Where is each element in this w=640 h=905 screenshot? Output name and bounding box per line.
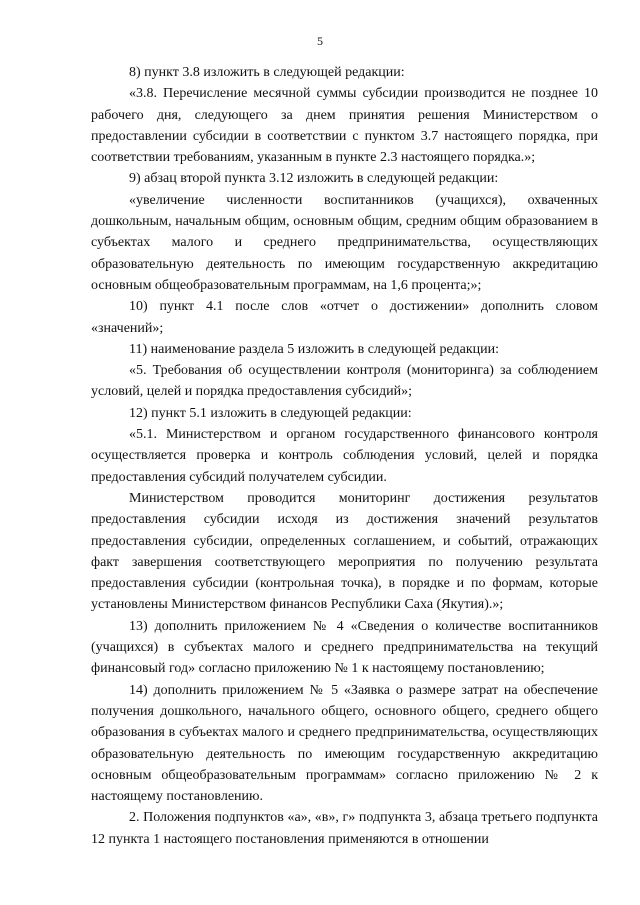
paragraph-monitoring: Министерством проводится мониторинг достижения результатов предоставления субсидии исходя из достижения значений результатов предоставления субсидии, определенных соглашением, и событий, отражающих факт завершения соответствующего мероприятия по получению результата предоставления субсидии (контрольная точка), в порядке и по формам, которые установлены Министерством финансов Республики Саха (Якутия).»; xyxy=(91,490,598,613)
paragraph-item-9: 9) абзац второй пункта 3.12 изложить в следующей редакции: xyxy=(129,171,499,187)
paragraph-quote-5-1: «5.1. Министерством и органом государственного финансового контроля осуществляется проверка и контроль соблюдения условий, целей и порядка предоставления субсидий получателем субсидии. xyxy=(91,427,598,485)
paragraph-item-10: 10) пункт 4.1 после слов «отчет о достижении» дополнить словом «значений»; xyxy=(91,299,598,336)
paragraph-item-12: 12) пункт 5.1 изложить в следующей редакции: xyxy=(129,405,412,421)
document-body xyxy=(91,62,598,850)
paragraph-item-14: 14) дополнить приложением № 5 «Заявка о размере затрат на обеспечение получения дошкольного, начального общего, основного общего, среднего общего образования в субъектах малого и среднего предпринимательства, осуществляющих образовательную деятельность по имеющим государственную аккредитацию основным общеобразовательным программам» согласно приложению № 2 к настоящему постановлению. xyxy=(91,682,598,805)
paragraph-point-2: 2. Положения подпунктов «а», «в», г» подпункта 3, абзаца третьего подпункта 12 пункта 1 настоящего постановления применяются в отношении xyxy=(91,810,598,847)
paragraph-item-8: 8) пункт 3.8 изложить в следующей редакции: xyxy=(129,65,405,80)
paragraph-quote-3-12: «увеличение численности воспитанников (учащихся), охваченных дошкольным, начальным общим, основным общим, средним общим образованием в субъектах малого и среднего предпринимательства, осуществляющих образовательную деятельность по имеющим государственную аккредитацию основным общеобразовательным программам, на 1,6 процента;»; xyxy=(91,192,598,293)
paragraph-quote-section-5: «5. Требования об осуществлении контроля (мониторинга) за соблюдением условий, целей и порядка предоставления субсидий»; xyxy=(91,363,598,400)
paragraph-item-11: 11) наименование раздела 5 изложить в следующей редакции: xyxy=(129,341,500,357)
paragraph-quote-3-8: «3.8. Перечисление месячной суммы субсидии производится не позднее 10 рабочего дня, следующего за днем принятия решения Министерством о предоставлении субсидии в соответствии с пунктом 3.7 настоящего порядка, при соответствии требованиям, указанным в пункте 2.3 настоящего порядка.»; xyxy=(91,86,598,166)
paragraph-item-13: 13) дополнить приложением № 4 «Сведения о количестве воспитанников (учащихся) в субъектах малого и среднего предпринимательства на текущий финансовый год» согласно приложению № 1 к настоящему постановлению; xyxy=(91,618,598,677)
page-number: 5 xyxy=(317,34,323,48)
